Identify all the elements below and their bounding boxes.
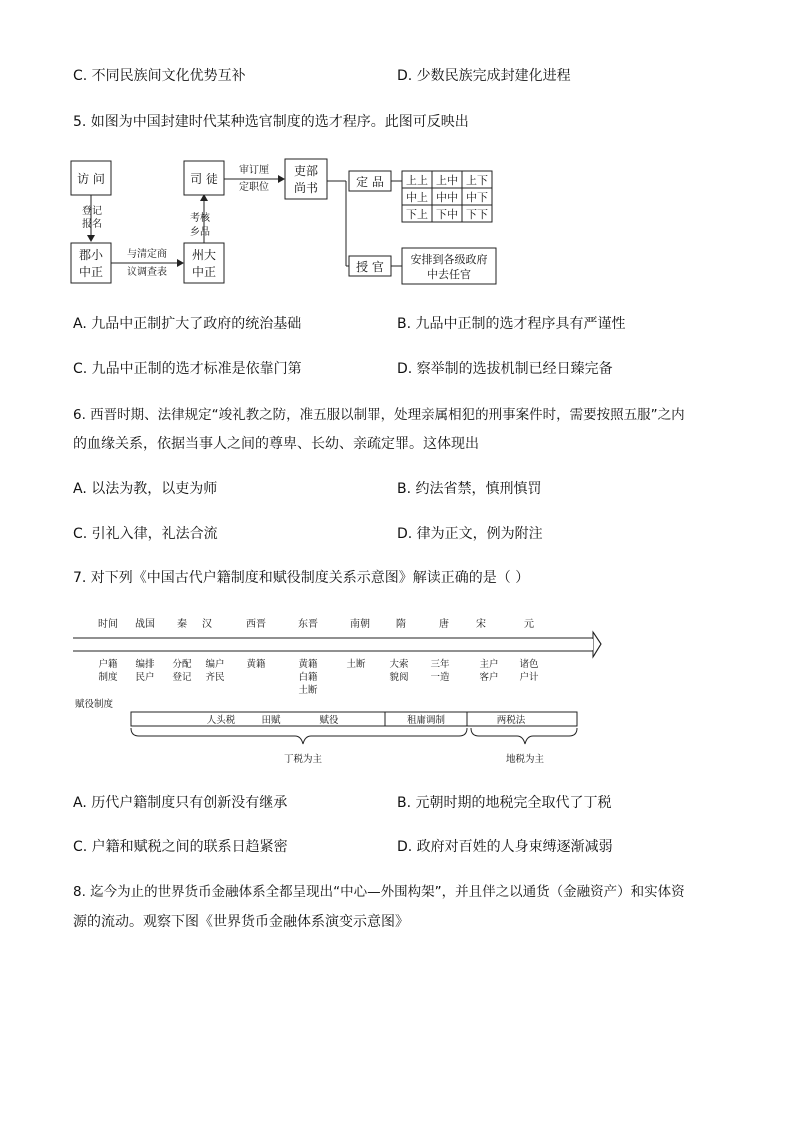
brace-label-left: 丁税为主: [283, 754, 323, 765]
system-label: 土断: [298, 685, 318, 696]
q5-option-a: A. 九品中正制扩大了政府的统治基础: [73, 316, 302, 332]
period-label: 隋: [396, 619, 406, 630]
period-labels: [98, 617, 534, 630]
system-label: 白籍: [298, 672, 318, 683]
grade-cell: 上下: [466, 174, 488, 187]
tax-segment: 租庸调制: [406, 715, 446, 726]
q5-selection-diagram: [70, 155, 510, 290]
system-label: 户籍: [98, 659, 118, 670]
q7-household-tax-diagram: [73, 610, 613, 772]
libu-label-1: 吏部: [293, 164, 319, 178]
system-label: 黄籍: [246, 659, 266, 670]
grade-cell: 下下: [466, 208, 488, 221]
tax-segment: 田赋: [261, 715, 281, 726]
q6-option-c: C. 引礼入律，礼法合流: [73, 526, 218, 542]
system-label: 户计: [519, 672, 539, 683]
county-zhongzheng-1: 郡小: [78, 248, 104, 262]
system-label: 土断: [346, 659, 366, 670]
q7-option-d: D. 政府对百姓的人身束缚逐渐减弱: [397, 839, 613, 855]
system-label: 貌阅: [389, 672, 409, 683]
period-label: 汉: [202, 619, 212, 630]
libu-label-2: 尚书: [293, 181, 319, 195]
fuyi-label: 赋役制度: [75, 699, 114, 710]
assess-label-2: 乡品: [190, 227, 210, 238]
system-label: 一造: [430, 672, 450, 683]
q6-stem-line1: 6. 西晋时期、法律规定“竣礼教之防，准五服以制罪，处理亲属相犯的刑事案件时，需要按照五服”之内: [73, 407, 685, 423]
system-label: 编排: [135, 659, 155, 670]
system-label: 客户: [479, 672, 499, 683]
system-label: 编户: [205, 659, 225, 670]
grade-cell: 上上: [406, 174, 428, 187]
system-label: 诸色: [519, 659, 539, 670]
grade-cell: 中上: [406, 191, 428, 204]
period-label: 时间: [98, 619, 118, 630]
system-label: 民户: [135, 672, 155, 683]
grade-cell: 中下: [466, 191, 488, 204]
period-label: 宋: [476, 619, 486, 630]
state-zhongzheng-1: 州大: [191, 248, 217, 262]
period-label: 战国: [135, 619, 155, 630]
assess-label-1: 考核: [190, 213, 210, 224]
dingpin-label: 定 品: [356, 175, 384, 189]
period-label: 东晋: [298, 619, 318, 630]
q4-option-d: D. 少数民族完成封建化进程: [397, 68, 571, 84]
brace-label-right: 地税为主: [505, 754, 545, 765]
q6-option-b: B. 约法省禁，慎刑慎罚: [397, 481, 542, 497]
q7-stem: 7. 对下列《中国古代户籍制度和赋役制度关系示意图》解读正确的是（ ）: [73, 570, 530, 586]
assign-label-1: 安排到各级政府: [410, 253, 488, 266]
system-label: 主户: [479, 659, 499, 670]
system-label: 三年: [430, 659, 450, 670]
system-label: 制度: [98, 672, 118, 683]
q5-option-b: B. 九品中正制的选才程序具有严谨性: [397, 316, 626, 332]
grade-cell: 下中: [436, 208, 458, 221]
county-zhongzheng-2: 中正: [78, 265, 104, 279]
period-label: 秦: [177, 619, 187, 630]
register-label-1: 登记: [82, 206, 102, 217]
q6-stem-line2: 的血缘关系，依据当事人之间的尊卑、长幼、亲疏定罪。这体现出: [73, 436, 479, 452]
tax-segment: 人头税: [206, 715, 236, 726]
system-label: 齐民: [205, 672, 225, 683]
tax-segment: 两税法: [496, 715, 526, 726]
state-zhongzheng-2: 中正: [191, 265, 217, 279]
period-label: 唐: [439, 619, 449, 630]
review-label-2: 定职位: [239, 182, 269, 193]
q5-option-c: C. 九品中正制的选才标准是依靠门第: [73, 361, 302, 377]
review-label-1: 审订厘: [239, 165, 269, 176]
system-label: 登记: [172, 672, 192, 683]
q8-stem-line2: 源的流动。观察下图《世界货币金融体系演变示意图》: [73, 914, 409, 930]
q5-stem: 5. 如图为中国封建时代某种选官制度的选才程序。此图可反映出: [73, 114, 469, 130]
period-label: 南朝: [350, 619, 370, 630]
period-label: 西晋: [246, 619, 266, 630]
grade-cell: 中中: [436, 191, 458, 204]
grade-cell: 下上: [406, 208, 428, 221]
system-label: 分配: [172, 659, 192, 670]
q6-option-d: D. 律为正文，例为附注: [397, 526, 543, 542]
period-label: 元: [524, 619, 534, 630]
q8-stem-line1: 8. 迄今为止的世界货币金融体系全都呈现出“中心—外围构架”，并且伴之以通货（金融资产）和实体资: [73, 884, 685, 900]
system-label: 黄籍: [298, 659, 318, 670]
tax-segment: 赋役: [319, 715, 339, 726]
negotiate-label-1: 与清定商: [127, 249, 167, 260]
q7-option-c: C. 户籍和赋税之间的联系日趋紧密: [73, 839, 288, 855]
assign-label-2: 中去任官: [427, 268, 471, 281]
grade-table: [406, 173, 488, 221]
situ-label: 司 徒: [190, 172, 218, 186]
grade-cell: 上中: [436, 174, 458, 187]
q4-option-c: C. 不同民族间文化优势互补: [73, 68, 246, 84]
system-label: 大索: [389, 659, 409, 670]
q7-option-b: B. 元朝时期的地税完全取代了丁税: [397, 795, 612, 811]
register-label-2: 报名: [82, 219, 102, 230]
shouguan-label: 授 官: [356, 260, 384, 274]
household-system-labels: [98, 658, 539, 696]
visit-label: 访 问: [77, 172, 105, 186]
negotiate-label-2: 议调查表: [127, 267, 167, 278]
q6-option-a: A. 以法为教，以吏为师: [73, 481, 218, 497]
q7-option-a: A. 历代户籍制度只有创新没有继承: [73, 795, 288, 811]
q5-option-d: D. 察举制的选拔机制已经日臻完备: [397, 361, 613, 377]
